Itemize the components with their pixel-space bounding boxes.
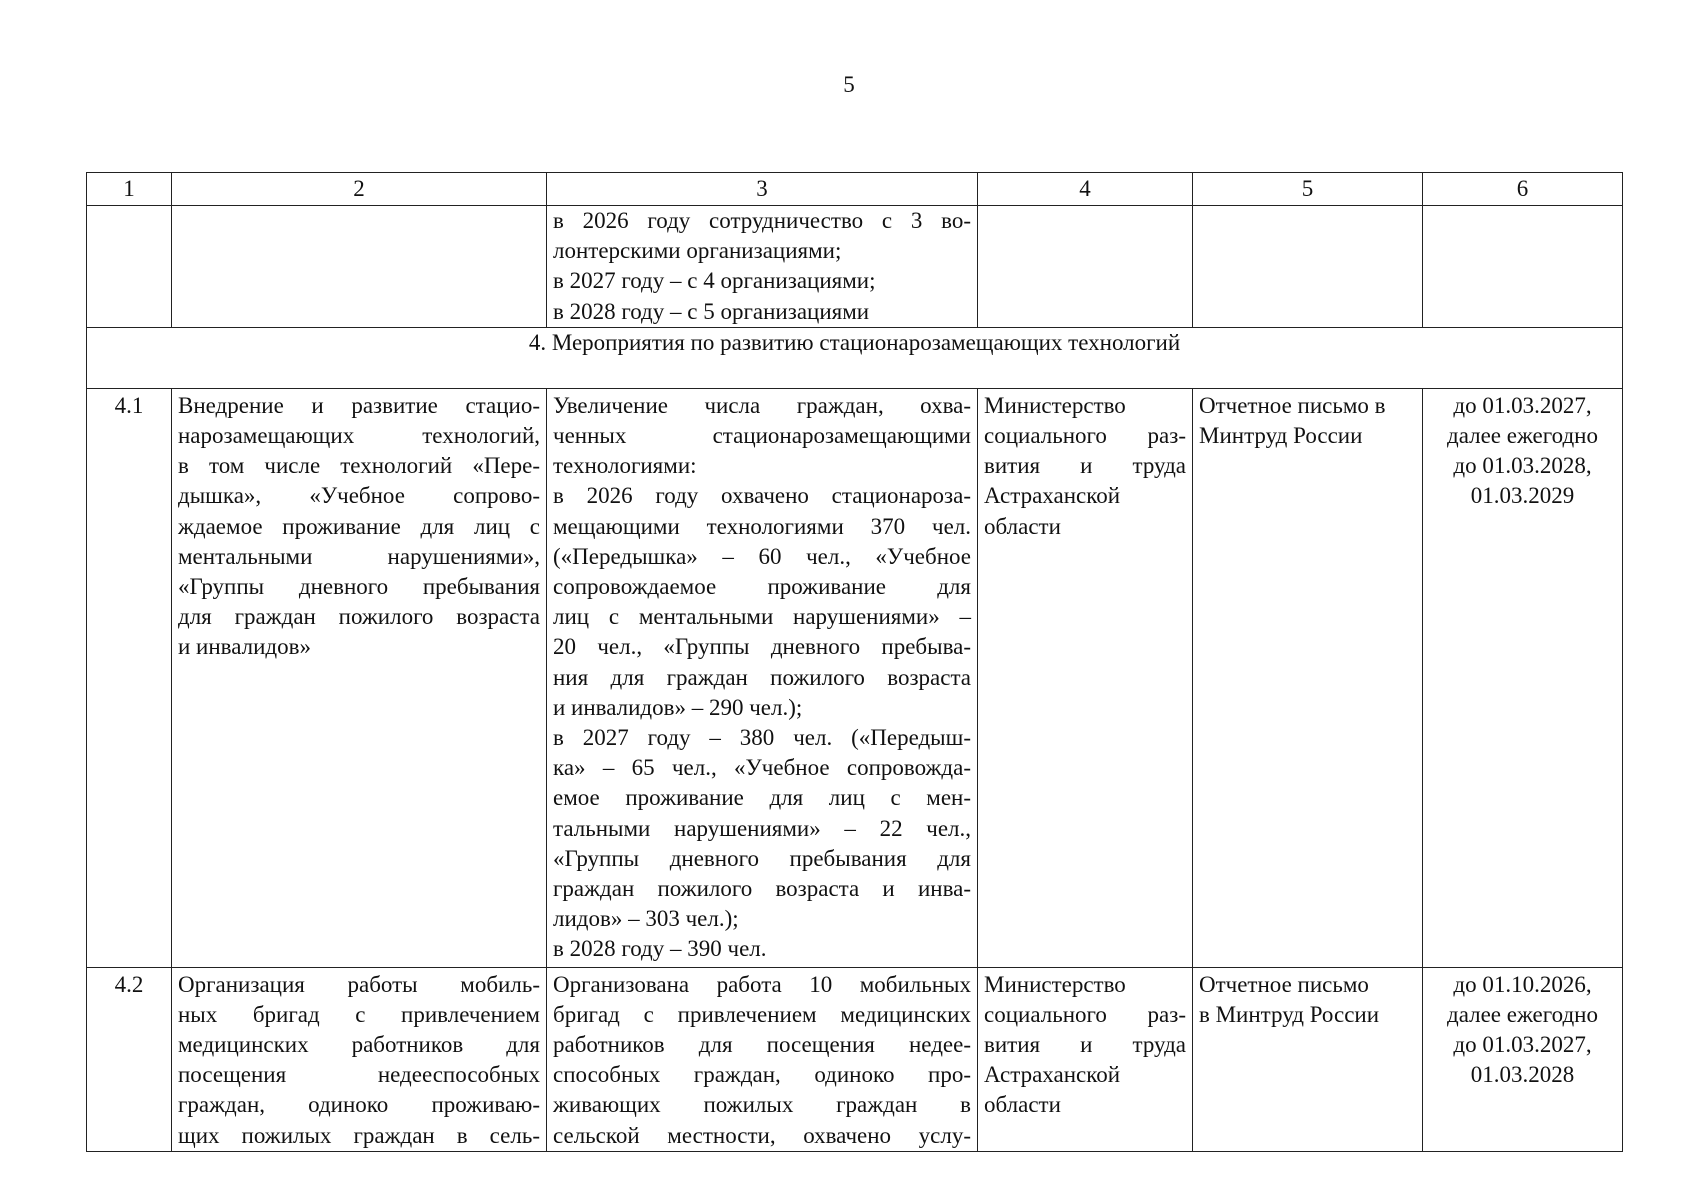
text-line: работников для посещения недее-	[553, 1032, 971, 1058]
text-line: в 2027 году – с 4 организациями;	[553, 268, 876, 294]
cell-responsible	[978, 388, 1193, 967]
cell-deadline	[1423, 967, 1623, 1151]
text-line: («Передышка» – 60 чел., «Учебное	[553, 543, 971, 569]
cell-responsible	[978, 967, 1193, 1151]
text-line: ченных стационарозамещающими	[553, 423, 971, 449]
cell-result	[547, 206, 978, 328]
row-number: 4.2	[87, 967, 172, 1151]
text-line: 01.03.2029	[1470, 483, 1575, 509]
text-line: «Группы дневного пребывания для	[553, 845, 971, 871]
text-line: 20 чел., «Группы дневного пребыва-	[553, 634, 971, 660]
text-line: сельской местности, охвачено услу-	[553, 1122, 971, 1148]
text-line: граждан пожилого возраста и инва-	[553, 876, 971, 902]
text-line: бригад с привлечением медицинских	[553, 1001, 971, 1027]
text-line: в 2027 году – 380 чел. («Передыш-	[553, 725, 971, 751]
text-line: Увеличение числа граждан, охва-	[553, 392, 971, 418]
cell-activity	[172, 967, 547, 1151]
cell-empty	[1423, 206, 1623, 328]
text-line: «Группы дневного пребывания	[178, 574, 540, 600]
text-line: вития и труда	[984, 453, 1186, 479]
text-line: Минтруд России	[1199, 423, 1363, 449]
cell-report-form	[1193, 967, 1423, 1151]
text-line: ментальными нарушениями»,	[178, 543, 540, 569]
text-line: Отчетное письмо в	[1199, 392, 1386, 418]
text-line: и инвалидов»	[178, 634, 311, 660]
text-line: емое проживание для лиц с мен-	[553, 785, 971, 811]
text-line: в 2026 году охвачено стационароза-	[553, 483, 971, 509]
text-line: в том числе технологий «Пере-	[178, 453, 540, 479]
plan-table	[86, 172, 1623, 1152]
cell-activity	[172, 388, 547, 967]
text-line: живающих пожилых граждан в	[553, 1092, 971, 1118]
text-line: дышка», «Учебное сопрово-	[178, 483, 540, 509]
column-header-1: 1	[87, 173, 172, 206]
text-line: в 2028 году – 390 чел.	[553, 936, 767, 962]
text-line: лиц с ментальными нарушениями» –	[553, 604, 971, 630]
section-heading: 4. Мероприятия по развитию стационарозамещающих технологий	[87, 327, 1623, 388]
text-line: сопровождаемое проживание для	[553, 574, 971, 600]
text-line: области	[984, 513, 1061, 539]
cell-report-form	[1193, 388, 1423, 967]
text-line: ных бригад с привлечением	[178, 1001, 540, 1027]
text-line: и инвалидов» – 290 чел.);	[553, 694, 803, 720]
row-number: 4.1	[87, 388, 172, 967]
text-line: технологиями:	[553, 453, 697, 479]
text-line: посещения недееспособных	[178, 1062, 540, 1088]
text-line: в 2028 году – с 5 организациями	[553, 298, 870, 324]
column-header-5: 5	[1193, 173, 1423, 206]
column-header-4: 4	[978, 173, 1193, 206]
cell-result	[547, 388, 978, 967]
text-line: ка» – 65 чел., «Учебное сопровожда-	[553, 755, 971, 781]
table-row-continuation	[87, 206, 1623, 328]
column-number-header-row	[87, 173, 1623, 206]
page-number: 5	[843, 72, 855, 97]
text-line: Организована работа 10 мобильных	[553, 971, 971, 997]
text-line: в 2026 году сотрудничество с 3 во-	[553, 208, 971, 233]
text-line: тальными нарушениями» – 22 чел.,	[553, 815, 971, 841]
section-heading-row	[87, 327, 1623, 388]
cell-empty	[87, 206, 172, 328]
text-line: далее ежегодно	[1447, 1001, 1598, 1027]
cell-deadline	[1423, 388, 1623, 967]
cell-empty	[978, 206, 1193, 328]
text-line: вития и труда	[984, 1032, 1186, 1058]
text-line: 01.03.2028	[1470, 1062, 1575, 1088]
text-line: далее ежегодно	[1447, 423, 1598, 449]
table-row-4-2	[87, 967, 1623, 1151]
text-line: области	[984, 1092, 1061, 1118]
text-line: ждаемое проживание для лиц с	[178, 513, 540, 539]
text-line: Министерство	[984, 392, 1126, 418]
text-line: Астраханской	[984, 483, 1121, 509]
text-line: до 01.10.2026,	[1453, 971, 1592, 997]
column-header-6: 6	[1423, 173, 1623, 206]
text-line: Министерство	[984, 971, 1126, 997]
cell-empty	[1193, 206, 1423, 328]
text-line: лонтерскими организациями;	[553, 238, 842, 264]
text-line: до 01.03.2027,	[1453, 1032, 1592, 1058]
text-line: щих пожилых граждан в сель-	[178, 1122, 540, 1148]
text-line: в Минтруд России	[1199, 1001, 1380, 1027]
text-line: для граждан пожилого возраста	[178, 604, 540, 630]
column-header-3: 3	[547, 173, 978, 206]
text-line: граждан, одиноко проживаю-	[178, 1092, 540, 1118]
text-line: способных граждан, одиноко про-	[553, 1062, 971, 1088]
text-line: Отчетное письмо	[1199, 971, 1369, 997]
text-line: социального раз-	[984, 1001, 1186, 1027]
text-line: социального раз-	[984, 423, 1186, 449]
cell-result	[547, 967, 978, 1151]
text-line: ния для граждан пожилого возраста	[553, 664, 971, 690]
text-line: нарозамещающих технологий,	[178, 423, 540, 449]
table-row-4-1	[87, 388, 1623, 967]
text-line: лидов» – 303 чел.);	[553, 906, 739, 932]
text-line: мещающими технологиями 370 чел.	[553, 513, 971, 539]
text-line: до 01.03.2028,	[1453, 453, 1592, 479]
text-line: Астраханской	[984, 1062, 1121, 1088]
text-line: Внедрение и развитие стацио-	[178, 392, 540, 418]
column-header-2: 2	[172, 173, 547, 206]
text-line: медицинских работников для	[178, 1032, 540, 1058]
text-line: Организация работы мобиль-	[178, 971, 540, 997]
text-line: до 01.03.2027,	[1453, 392, 1592, 418]
cell-empty	[172, 206, 547, 328]
